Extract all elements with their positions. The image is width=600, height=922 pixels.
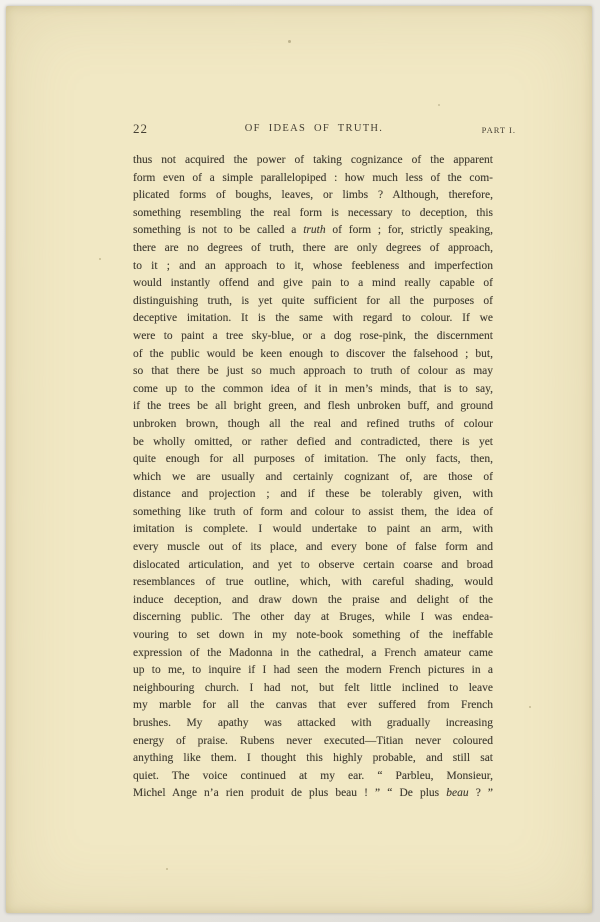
- part-label: PART I.: [481, 125, 516, 135]
- text-line: induce deception, and draw down the praise and delight of the: [133, 593, 493, 606]
- text-block: [133, 152, 493, 803]
- text-line: unbroken brown, though all the real and refined truths of colour: [133, 417, 493, 430]
- paper-speck: [99, 258, 101, 260]
- text-line: which we are usually and certainly cognizant of, are those of: [133, 470, 493, 483]
- page-number: 22: [133, 121, 148, 136]
- text-line: come up to the common idea of it in men’s minds, that is to say,: [133, 382, 493, 395]
- text-line: there are no degrees of truth, there are only degrees of approach,: [133, 241, 493, 254]
- text-line: form even of a simple parallelopiped : how much less of the com-: [133, 171, 493, 184]
- text-line: deceptive imitation. It is the same with regard to colour. If we: [133, 312, 493, 325]
- text-line: distance and projection ; and if these be tolerably given, with: [133, 488, 493, 501]
- text-line: neighbouring church. I had not, but felt little inclined to leave: [133, 681, 493, 694]
- text-line: something resembling the real form is necessary to deception, this: [133, 206, 493, 219]
- text-line: if the trees be all bright green, and flesh unbroken buff, and ground: [133, 400, 493, 413]
- text-line: every muscle out of its place, and every bone of false form and: [133, 541, 493, 554]
- text-line: to it ; and an approach to it, whose feebleness and imperfection: [133, 259, 493, 272]
- text-line: Michel Ange n’a rien produit de plus beau ! ” “ De plus beau ? ”: [133, 787, 493, 800]
- text-line: discerning public. The other day at Bruges, while I was endea-: [133, 611, 493, 624]
- text-line: something like truth of form and colour to assist them, the idea of: [133, 505, 493, 518]
- text-line: plicated forms of boughs, leaves, or limbs ? Although, therefore,: [133, 189, 493, 202]
- page-header: [6, 119, 592, 139]
- text-line: up to me, to inquire if I had seen the modern French pictures in a: [133, 664, 493, 677]
- text-line: be wholly omitted, or rather defied and contradicted, there is yet: [133, 435, 493, 448]
- text-line: energy of praise. Rubens never executed—Titian never coloured: [133, 734, 493, 747]
- paper-speck: [438, 104, 440, 106]
- book-page: [6, 6, 592, 913]
- text-line: expression of the Madonna in the cathedral, a French amateur came: [133, 646, 493, 659]
- text-line: imitation is complete. I would undertake to paint an arm, with: [133, 523, 493, 536]
- text-line: something is not to be called a truth of form ; for, strictly speaking,: [133, 224, 493, 237]
- text-line: of the public would be keen enough to discover the falsehood ; but,: [133, 347, 493, 360]
- text-line: quiet. The voice continued at my ear. “ Parbleu, Monsieur,: [133, 769, 493, 782]
- text-line: brushes. My apathy was attacked with gradually increasing: [133, 717, 493, 729]
- running-title: OF IDEAS OF TRUTH.: [244, 123, 384, 134]
- text-line: distinguishing truth, is yet quite sufficient for all the purposes of: [133, 294, 493, 307]
- paper-speck: [166, 868, 168, 870]
- text-line: were to paint a tree sky-blue, or a dog rose-pink, the discernment: [133, 329, 493, 342]
- text-line: so that there be just so much approach to truth of colour as may: [133, 365, 493, 378]
- text-line: dislocated articulation, and yet to observe certain coarse and broad: [133, 558, 493, 571]
- paper-speck: [529, 706, 531, 708]
- text-line: my marble for all the canvas that ever suffered from French: [133, 699, 493, 712]
- text-line: thus not acquired the power of taking cognizance of the apparent: [133, 154, 493, 166]
- text-line: resemblances of true outline, which, with careful shading, would: [133, 576, 493, 589]
- text-line: anything like them. I thought this highly probable, and still sat: [133, 752, 493, 765]
- paper-speck: [288, 40, 291, 43]
- text-line: vouring to set down in my note-book something of the ineffable: [133, 629, 493, 642]
- text-line: quite enough for all purposes of imitation. The only facts, then,: [133, 453, 493, 466]
- text-line: would instantly offend and give pain to a mind really capable of: [133, 277, 493, 290]
